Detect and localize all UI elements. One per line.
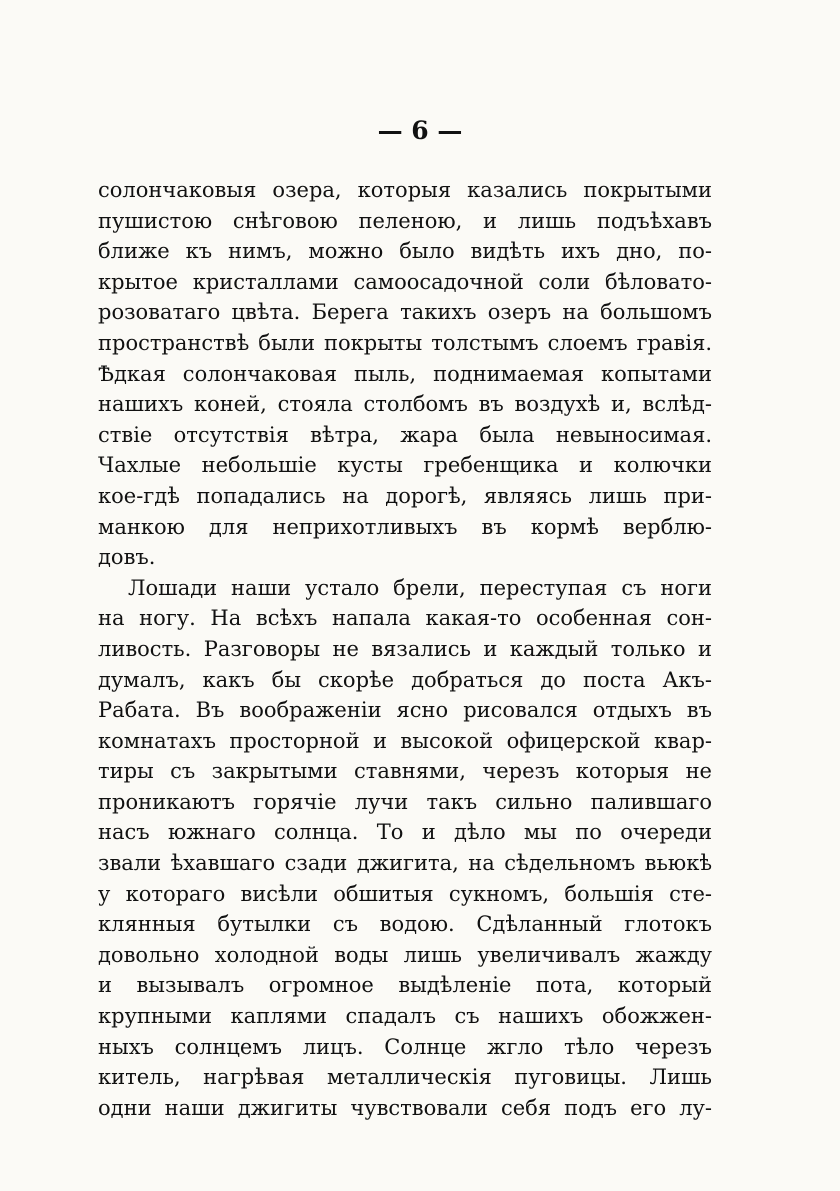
- text-line: думалъ, какъ бы скорѣе добраться до поста Акъ-: [98, 667, 712, 692]
- text-line: звали ѣхавшаго сзади джигита, на сѣдельномъ вьюкѣ: [98, 851, 712, 876]
- text-line: Ѣдкая солончаковая пыль, поднимаемая копытами: [98, 361, 712, 386]
- text-line: ныхъ солнцемъ лицъ. Солнце жгло тѣло черезъ: [98, 1034, 712, 1059]
- text-line: одни наши джигиты чувствовали себя подъ его лу-: [98, 1095, 712, 1120]
- page-number: — 6 —: [377, 116, 463, 145]
- text-line: довольно холодной воды лишь увеличивалъ жажду: [98, 942, 712, 967]
- text-line: китель, нагрѣвая металлическія пуговицы. Лишь: [98, 1065, 712, 1090]
- text-line: клянныя бутылки съ водою. Сдѣланный глотокъ: [98, 912, 712, 937]
- text-line: Чахлые небольшіе кусты гребенщика и колючки: [98, 453, 712, 478]
- text-line: Лошади наши устало брели, переступая съ ноги: [128, 575, 712, 600]
- text-line: Рабата. Въ воображеніи ясно рисовался отдыхъ въ: [98, 698, 712, 723]
- text-line: пространствѣ были покрыты толстымъ слоемъ гравія.: [98, 330, 712, 355]
- text-line: тиры съ закрытыми ставнями, черезъ которыя не: [98, 759, 712, 784]
- text-line: крытое кристаллами самоосадочной соли бѣловато-: [98, 269, 712, 294]
- text-line: комнатахъ просторной и высокой офицерской квар-: [98, 728, 712, 753]
- text-line: пушистою снѣговою пеленою, и лишь подъѣхавъ: [98, 208, 712, 233]
- text-line: и вызывалъ огромное выдѣленіе пота, который: [98, 973, 712, 998]
- text-line: нашихъ коней, стояла столбомъ въ воздухѣ и, вслѣд-: [98, 392, 712, 417]
- text-line: ствіе отсутствія вѣтра, жара была невыносимая.: [98, 422, 712, 447]
- text-line: довъ.: [98, 545, 156, 570]
- text-line: проникаютъ горячіе лучи такъ сильно палившаго: [98, 789, 712, 814]
- text-line: крупными каплями спадалъ съ нашихъ обожжен-: [98, 1004, 712, 1029]
- text-line: солончаковыя озера, которыя казались покрытыми: [98, 178, 712, 202]
- text-line: у котораго висѣли обшитыя сукномъ, большія сте-: [98, 881, 712, 906]
- body-text: [98, 175, 712, 1123]
- text-line: манкою для неприхотливыхъ въ кормѣ верблю-: [98, 514, 712, 539]
- text-line: кое-гдѣ попадались на дорогѣ, являясь лишь при-: [98, 483, 712, 508]
- text-line: насъ южнаго солнца. То и дѣло мы по очереди: [98, 820, 712, 845]
- text-line: на ногу. На всѣхъ напала какая-то особенная сон-: [98, 606, 712, 631]
- text-line: ливость. Разговоры не вязались и каждый только и: [98, 636, 712, 661]
- text-line: розоватаго цвѣта. Берега такихъ озеръ на большомъ: [98, 300, 712, 325]
- text-line: ближе къ нимъ, можно было видѣть ихъ дно, по-: [98, 239, 712, 264]
